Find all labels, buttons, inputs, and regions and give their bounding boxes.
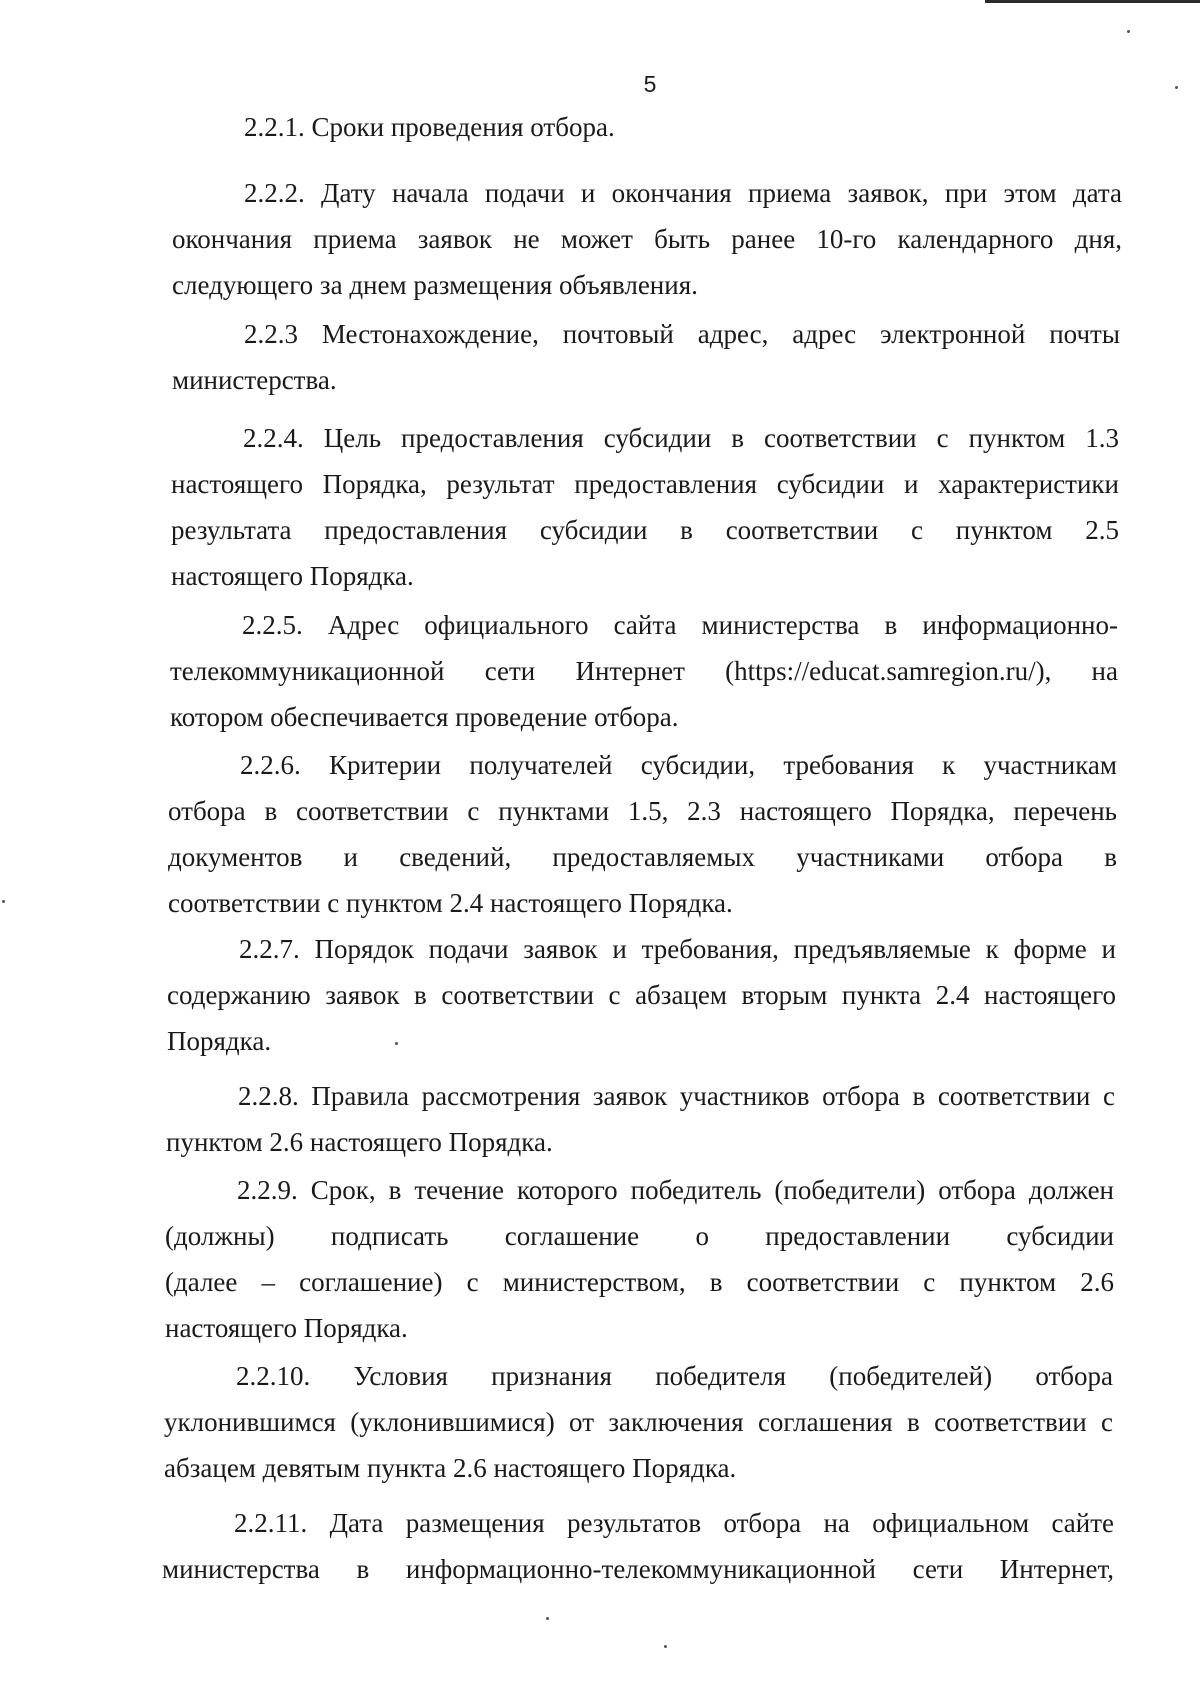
paragraph-line: (далее – соглашение) с министерством, в соответствии с пунктом 2.6 [165, 1267, 1114, 1297]
paragraph-line: Порядка. [167, 1026, 272, 1056]
scan-speck [664, 1645, 667, 1648]
scan-speck [546, 1617, 549, 1620]
paragraph-line: 2.2.10. Условия признания победителя (победителей) отбора [236, 1361, 1113, 1391]
scan-speck [395, 1042, 398, 1045]
paragraph-2-2-7 [167, 926, 1116, 1064]
scan-speck [2, 900, 5, 903]
paragraph-2-2-10 [164, 1353, 1113, 1491]
paragraph-line: 2.2.4. Цель предоставления субсидии в соответствии с пунктом 1.3 [243, 423, 1119, 453]
paragraph-2-2-1 [172, 104, 1122, 150]
paragraph-line: 2.2.7. Порядок подачи заявок и требования, предъявляемые к форме и [239, 934, 1116, 964]
paragraph-2-2-9 [165, 1167, 1114, 1351]
paragraph-line: отбора в соответствии с пунктами 1.5, 2.3 настоящего Порядка, перечень [168, 796, 1117, 826]
paragraph-line: содержанию заявок в соответствии с абзацем вторым пункта 2.4 настоящего [167, 980, 1116, 1010]
paragraph-line: 2.2.8. Правила рассмотрения заявок участников отбора в соответствии с [238, 1081, 1115, 1111]
scan-speck [1175, 86, 1178, 89]
paragraph-2-2-3 [172, 311, 1120, 403]
paragraph-line: 2.2.3 Местонахождение, почтовый адрес, адрес электронной почты [244, 319, 1120, 349]
paragraph-line: уклонившимся (уклонившимися) от заключения соглашения в соответствии с [164, 1407, 1113, 1437]
paragraph-line: настоящего Порядка. [165, 1313, 408, 1343]
paragraph-2-2-2 [172, 170, 1122, 308]
paragraph-line: 2.2.5. Адрес официального сайта министерства в информационно- [242, 610, 1118, 640]
paragraph-line: телекоммуникационной сети Интернет (https://educat.samregion.ru/), на [170, 656, 1118, 686]
paragraph-line: пунктом 2.6 настоящего Порядка. [166, 1127, 553, 1157]
paragraph-2-2-4 [171, 415, 1119, 599]
paragraph-2-2-5 [170, 602, 1118, 740]
paragraph-line: 2.2.6. Критерии получателей субсидии, требования к участникам [240, 750, 1117, 780]
paragraph-line: (должны) подписать соглашение о предоставлении субсидии [165, 1221, 1114, 1251]
paragraph-line: результата предоставления субсидии в соответствии с пунктом 2.5 [171, 515, 1119, 545]
scan-speck [1127, 30, 1130, 33]
paragraph-2-2-11 [162, 1500, 1114, 1592]
page-number: 5 [643, 71, 657, 97]
paragraph-line: 2.2.1. Сроки проведения отбора. [244, 112, 615, 142]
paragraph-line: окончания приема заявок не может быть ранее 10-го календарного дня, [172, 224, 1122, 254]
paragraph-line: следующего за днем размещения объявления. [172, 270, 698, 300]
paragraph-2-2-6 [168, 742, 1117, 926]
scan-edge-rule [985, 0, 1200, 3]
paragraph-line: соответствии с пунктом 2.4 настоящего Порядка. [168, 888, 733, 918]
paragraph-line: настоящего Порядка, результат предоставления субсидии и характеристики [171, 469, 1119, 499]
paragraph-line: 2.2.2. Дату начала подачи и окончания приема заявок, при этом дата [244, 178, 1122, 208]
paragraph-line: министерства в информационно-телекоммуникационной сети Интернет, [162, 1554, 1114, 1584]
paragraph-line: настоящего Порядка. [171, 561, 414, 591]
paragraph-line: котором обеспечивается проведение отбора. [170, 702, 679, 732]
paragraph-line: 2.2.11. Дата размещения результатов отбора на официальном сайте [234, 1508, 1114, 1538]
paragraph-2-2-8 [166, 1073, 1115, 1165]
paragraph-line: абзацем девятым пункта 2.6 настоящего Порядка. [164, 1453, 737, 1483]
paragraph-line: министерства. [172, 365, 337, 395]
paragraph-line: 2.2.9. Срок, в течение которого победитель (победители) отбора должен [237, 1175, 1114, 1205]
paragraph-line: документов и сведений, предоставляемых участниками отбора в [168, 842, 1117, 872]
